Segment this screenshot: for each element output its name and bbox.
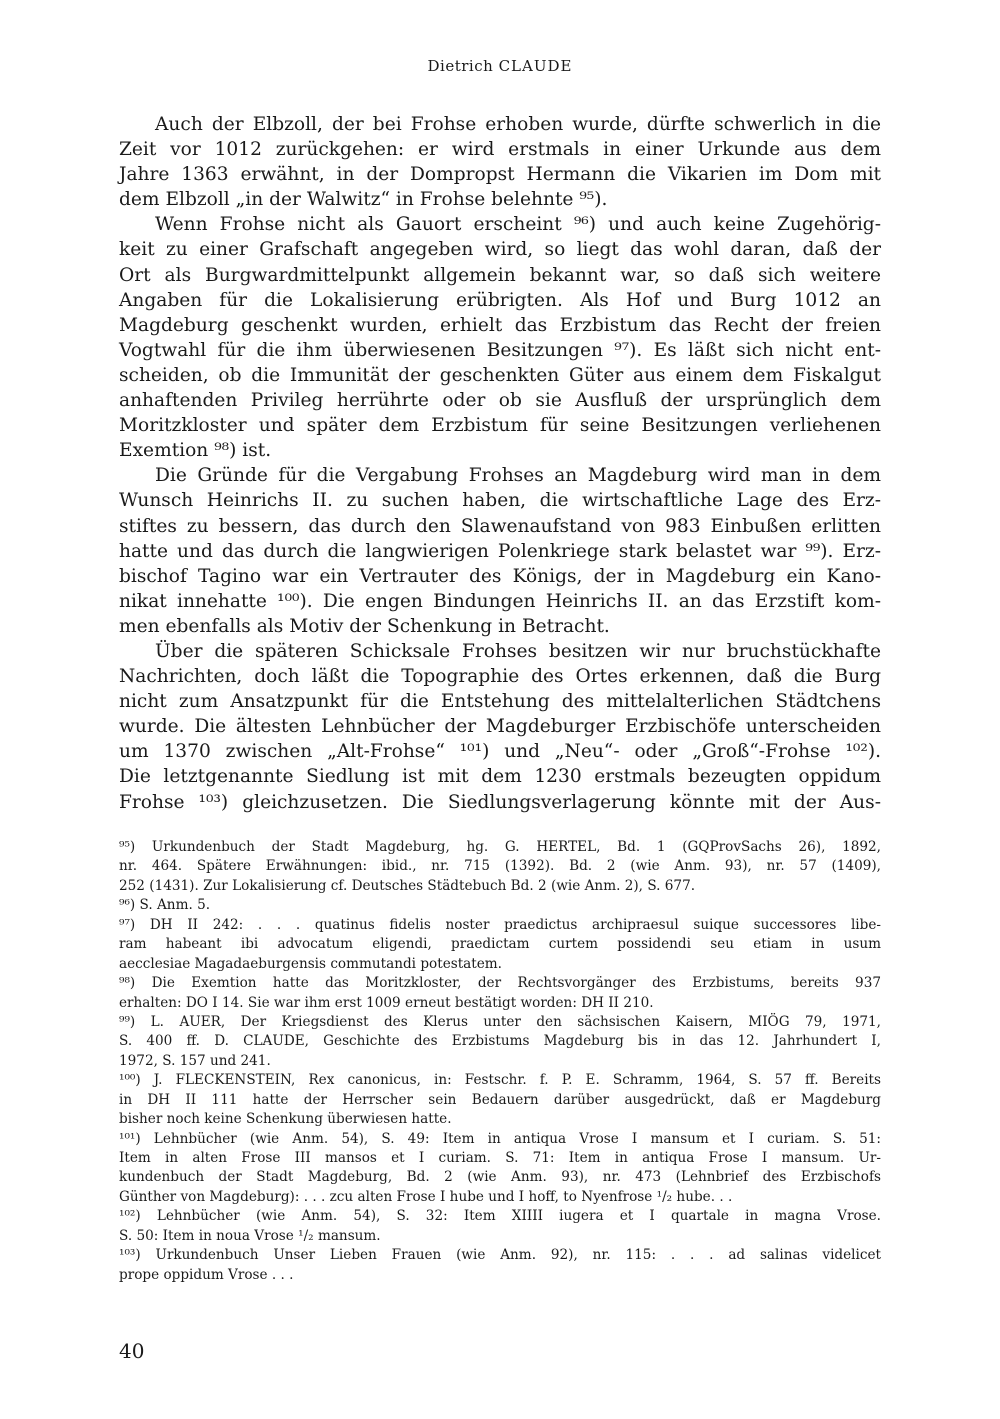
footnote-line-content: ¹⁰⁰) J. FLECKENSTEIN, Rex canonicus, in: Festschr. f. P. E. Schramm, 1964, S. 57 ff. Bereits [119, 1072, 881, 1089]
text-line-content: men ebenfalls als Motiv der Schenkung in Betracht. [119, 615, 610, 637]
text-line [119, 187, 881, 212]
footnote-line [119, 1013, 881, 1032]
text-line-content: Wenn Frohse nicht als Gauort erscheint ⁹⁶) und auch keine Zugehörig- [155, 214, 881, 236]
footnote-line [119, 1266, 881, 1285]
text-line [119, 514, 881, 539]
footnote-line-content: ram habeant ibi advocatum eligendi, praedictam curtem possidendi seu etiam in usum [119, 936, 881, 953]
text-line-content: hatte und das durch die langwierigen Polenkriege stark belastet war ⁹⁹). Erz- [119, 540, 881, 562]
text-line [119, 488, 881, 513]
footnote-line [119, 1032, 881, 1051]
text-line [119, 112, 881, 137]
footnote-line [119, 1110, 881, 1129]
text-line-content: nicht zum Ansatzpunkt für die Entstehung des mittelalterlichen Städtchens [119, 691, 881, 713]
footnote-line [119, 1227, 881, 1246]
text-line [119, 313, 881, 338]
footnote-line-content: Item in alten Frose III mansos et I curiam. S. 71: Item in antiqua Frose I mansum. Ur- [119, 1150, 881, 1166]
main-text [119, 112, 881, 815]
footnote-line [119, 877, 881, 896]
footnote-line-content: prope oppidum Vrose . . . [119, 1266, 294, 1283]
text-line-content: stiftes zu bessern, das durch den Slawenaufstand von 983 Einbußen erlitten [119, 515, 881, 537]
footnote-line [119, 1052, 881, 1071]
footnote-line [119, 1071, 881, 1090]
text-line-content: scheiden, ob die Immunität der geschenkten Güter aus einem dem Fiskalgut [119, 364, 881, 386]
footnote-line [119, 838, 881, 857]
text-line [119, 338, 881, 363]
footnote-line-content: erhalten: DO I 14. Sie war ihm erst 1009 erneut bestätigt worden: DH II 210. [119, 994, 654, 1011]
footnote-line-content: bisher noch keine Schenkung überwiesen hatte. [119, 1111, 452, 1128]
text-line [119, 438, 881, 463]
page-number: 40 [119, 1339, 145, 1363]
text-line [119, 413, 881, 438]
footnote-line [119, 974, 881, 993]
text-line-content: Magdeburg geschenkt wurden, erhielt das Erzbistum das Recht der freien [119, 314, 881, 336]
footnote [119, 1013, 881, 1071]
text-line-content: Exemtion ⁹⁸) ist. [119, 440, 272, 462]
header-author-last: CLAUDE [498, 57, 573, 75]
text-line-content: um 1370 zwischen „Alt-Frohse“ ¹⁰¹) und „Neu“- oder „Groß“-Frohse ¹⁰²). [119, 741, 881, 763]
footnote-line [119, 857, 881, 876]
text-line-content: Nachrichten, doch läßt die Topographie des Ortes erkennen, daß die Burg [119, 666, 881, 688]
text-line [119, 237, 881, 262]
footnote-line [119, 1130, 881, 1149]
text-line [119, 664, 881, 689]
footnote-line-content: ⁹⁸) Die Exemtion hatte das Moritzkloster, der Rechtsvorgänger des Erzbistums, bereits 937 [119, 975, 881, 992]
text-line-content: Moritzkloster und später dem Erzbistum für seine Besitzungen verliehenen [119, 415, 881, 437]
footnote-line [119, 935, 881, 954]
text-line-content: Die letztgenannte Siedlung ist mit dem 1230 erstmals bezeugten oppidum [119, 766, 881, 788]
text-line-content: Wunsch Heinrichs II. zu suchen haben, die wirtschaftliche Lage des Erz- [119, 490, 881, 512]
text-line [119, 589, 881, 614]
footnote-line-content: 1972, S. 157 und 241. [119, 1052, 271, 1069]
text-line-content: dem Elbzoll „in der Walwitz“ in Frohse belehnte ⁹⁵). [119, 189, 608, 211]
footnote-line-content: ⁹⁹) L. AUER, Der Kriegsdienst des Klerus unter den sächsischen Kaisern, MIÖG 79, 1971, [119, 1013, 881, 1030]
text-line [119, 137, 881, 162]
footnote-line-content: aecclesiae Magadaeburgensis commutandi potestatem. [119, 955, 503, 972]
text-line [119, 288, 881, 313]
text-line-content: nikat innehatte ¹⁰⁰). Die engen Bindungen Heinrichs II. an das Erzstift kom- [119, 590, 881, 612]
footnote-line-content: ¹⁰³) Urkundenbuch Unser Lieben Frauen (wie Anm. 92), nr. 115: . . . ad salinas videlicet [119, 1247, 881, 1264]
text-line [119, 714, 881, 739]
footnote-line [119, 1246, 881, 1265]
text-line-content: Jahre 1363 erwähnt, in der Dompropst Hermann die Vikarien im Dom mit [119, 164, 881, 186]
footnote-line-content: S. 400 ff. D. CLAUDE, Geschichte des Erzbistums Magdeburg bis in das 12. Jahrhundert I, [119, 1033, 881, 1050]
footnote [119, 974, 881, 1013]
text-line [119, 689, 881, 714]
footnote-line [119, 1188, 881, 1207]
text-line-content: keit zu einer Grafschaft angegeben wird, so liegt das wohl daran, daß der [119, 239, 881, 261]
footnote-line-content: S. 50: Item in noua Vrose ¹/₂ mansum. [119, 1227, 381, 1244]
text-line [119, 790, 881, 815]
text-line-content: Auch der Elbzoll, der bei Frohse erhoben wurde, dürfte schwerlich in die [155, 114, 881, 135]
text-line [119, 739, 881, 764]
footnote-line [119, 1091, 881, 1110]
footnote [119, 1246, 881, 1285]
footnote-line-content: nr. 464. Spätere Erwähnungen: ibid., nr. 715 (1392). Bd. 2 (wie Anm. 93), nr. 57 (1409), [119, 858, 881, 875]
footnote [119, 1130, 881, 1208]
footnote-line [119, 994, 881, 1013]
text-line [119, 463, 881, 488]
footnote-line [119, 1149, 881, 1168]
text-line [119, 764, 881, 789]
footnote-line-content: ⁹⁷) DH II 242: . . . quatinus fidelis noster praedictus archipraesul suique successores libe- [119, 916, 881, 933]
running-header [0, 57, 1000, 75]
footnote [119, 896, 881, 915]
text-line [119, 162, 881, 187]
text-line [119, 614, 881, 639]
text-line-content: Die Gründe für die Vergabung Frohses an Magdeburg wird man in dem [155, 465, 881, 487]
text-line-content: Zeit vor 1012 zurückgehen: er wird erstmals in einer Urkunde aus dem [119, 139, 881, 161]
footnote-line [119, 896, 881, 915]
footnote-line-content: ⁹⁵) Urkundenbuch der Stadt Magdeburg, hg. G. HERTEL, Bd. 1 (GQProvSachs 26), 1892, [119, 839, 881, 855]
footnotes [119, 838, 881, 1285]
footnote-line-content: ⁹⁶) S. Anm. 5. [119, 897, 211, 914]
footnote-line-content: ¹⁰²) Lehnbücher (wie Anm. 54), S. 32: Item XIIII iugera et I quartale in magna Vrose. [119, 1208, 881, 1225]
footnote-line [119, 955, 881, 974]
text-line-content: anhaftenden Privileg herrührte oder ob sie Ausfluß der ursprünglich dem [119, 390, 881, 412]
text-line [119, 263, 881, 288]
footnote-line-content: in DH II 111 hatte der Herrscher sein Bedauern darüber ausgedrückt, daß er Magdeburg [119, 1091, 881, 1108]
text-line-content: Angaben für die Lokalisierung erübrigten. Als Hof und Burg 1012 an [119, 289, 881, 311]
footnote-line [119, 916, 881, 935]
footnote [119, 916, 881, 974]
footnote-line-content: Günther von Magdeburg): . . . zcu alten Frose I hube und I hoff, to Nyenfrose ¹/₂ hube. . . [119, 1188, 733, 1205]
text-line-content: bischof Tagino war ein Vertrauter des Königs, der in Magdeburg ein Kano- [119, 565, 881, 587]
text-line-content: Über die späteren Schicksale Frohses besitzen wir nur bruchstückhafte [155, 640, 881, 662]
footnote-line-content: kundenbuch der Stadt Magdeburg, Bd. 2 (wie Anm. 93), nr. 473 (Lehnbrief des Erzbischofs [119, 1169, 881, 1186]
footnote [119, 1207, 881, 1246]
footnote-line-content: 252 (1431). Zur Lokalisierung cf. Deutsches Städtebuch Bd. 2 (wie Anm. 2), S. 677. [119, 877, 696, 894]
footnote [119, 838, 881, 896]
text-line [119, 212, 881, 237]
header-author-first: Dietrich [427, 57, 494, 75]
text-line [119, 639, 881, 664]
text-line-content: wurde. Die ältesten Lehnbücher der Magdeburger Erzbischöfe unterscheiden [119, 716, 881, 738]
text-line [119, 388, 881, 413]
text-line-content: Frohse ¹⁰³) gleichzusetzen. Die Siedlungsverlagerung könnte mit der Aus- [119, 791, 881, 813]
footnote-line-content: ¹⁰¹) Lehnbücher (wie Anm. 54), S. 49: Item in antiqua Vrose I mansum et I curiam. S. 51: [119, 1130, 881, 1147]
text-line-content: Vogtwahl für die ihm überwiesenen Besitzungen ⁹⁷). Es läßt sich nicht ent- [119, 339, 881, 361]
text-line [119, 539, 881, 564]
footnote [119, 1071, 881, 1129]
footnote-line [119, 1168, 881, 1187]
footnote-line [119, 1207, 881, 1226]
text-line-content: Ort als Burgwardmittelpunkt allgemein bekannt war, so daß sich weitere [119, 264, 881, 286]
text-line [119, 564, 881, 589]
text-line [119, 363, 881, 388]
